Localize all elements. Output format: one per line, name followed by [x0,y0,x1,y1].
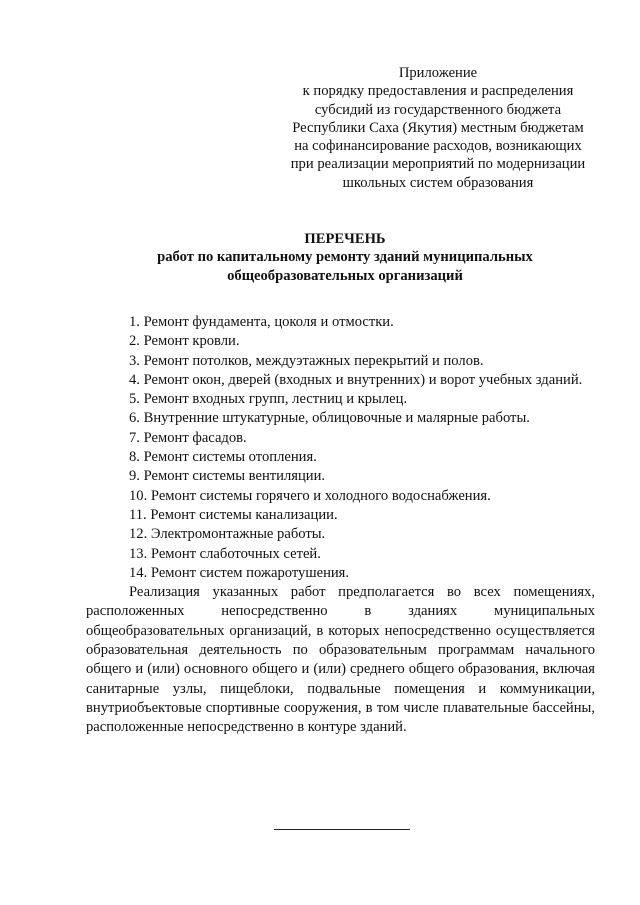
appendix-line: Республики Саха (Якутия) местным бюджетам [292,119,584,136]
heading-title: ПЕРЕЧЕНЬ [304,231,386,247]
heading-subtitle: работ по капитальному ремонту зданий муниципальных [157,249,533,266]
list-item: 2. Ремонт кровли. [129,333,240,350]
list-item: 4. Ремонт окон, дверей (входных и внутренних) и ворот учебных зданий. [129,371,583,388]
list-item: 3. Ремонт потолков, междуэтажных перекрытий и полов. [129,352,484,369]
list-item: 13. Ремонт слаботочных сетей. [129,545,321,562]
appendix-line: Приложение [398,65,478,81]
heading-subtitle: общеобразовательных организаций [227,267,463,284]
list-item: 9. Ремонт системы вентиляции. [129,468,326,485]
list-item: 6. Внутренние штукатурные, облицовочные и малярные работы. [129,410,530,427]
document-body [86,313,595,738]
list-item: 7. Ремонт фасадов. [129,429,247,446]
appendix-line: к порядку предоставления и распределения [302,83,574,100]
list-item: 8. Ремонт системы отопления. [129,449,317,466]
list-item: 5. Ремонт входных групп, лестниц и крылец. [129,391,408,408]
appendix-line: при реализации мероприятий по модернизации [290,156,586,173]
list-item: 10. Ремонт системы горячего и холодного водоснабжения. [129,487,491,504]
list-item: 1. Ремонт фундамента, цоколя и отмостки. [129,314,394,330]
list-item: 11. Ремонт системы канализации. [129,506,338,523]
appendix-line: школьных систем образования [342,174,534,191]
closing-paragraph: Реализация указанных работ предполагается во всех помещениях, расположенных непосредственно в зданиях муниципальных общеобразовательных организаций, в которых непосредственно осуществляется образовательная деятельность по образовательным программам начального общего и (или) основного общего и (или) среднего общего образования, включая санитарные узлы, пищеблоки, подвальные помещения и коммуникации, внутриобъектовые спортивные сооружения, в том числе плавательные бассейны, расположенные непосредственно в контуре зданий. [86,584,595,736]
appendix-line: субсидий из государственного бюджета [314,101,562,118]
document-heading [95,230,595,285]
list-item: 14. Ремонт систем пожаротушения. [129,564,350,581]
list-item: 12. Электромонтажные работы. [129,526,326,543]
footer-separator-line [274,829,410,830]
appendix-line: на софинансирование расходов, возникающих [294,138,582,155]
appendix-note [268,64,608,192]
